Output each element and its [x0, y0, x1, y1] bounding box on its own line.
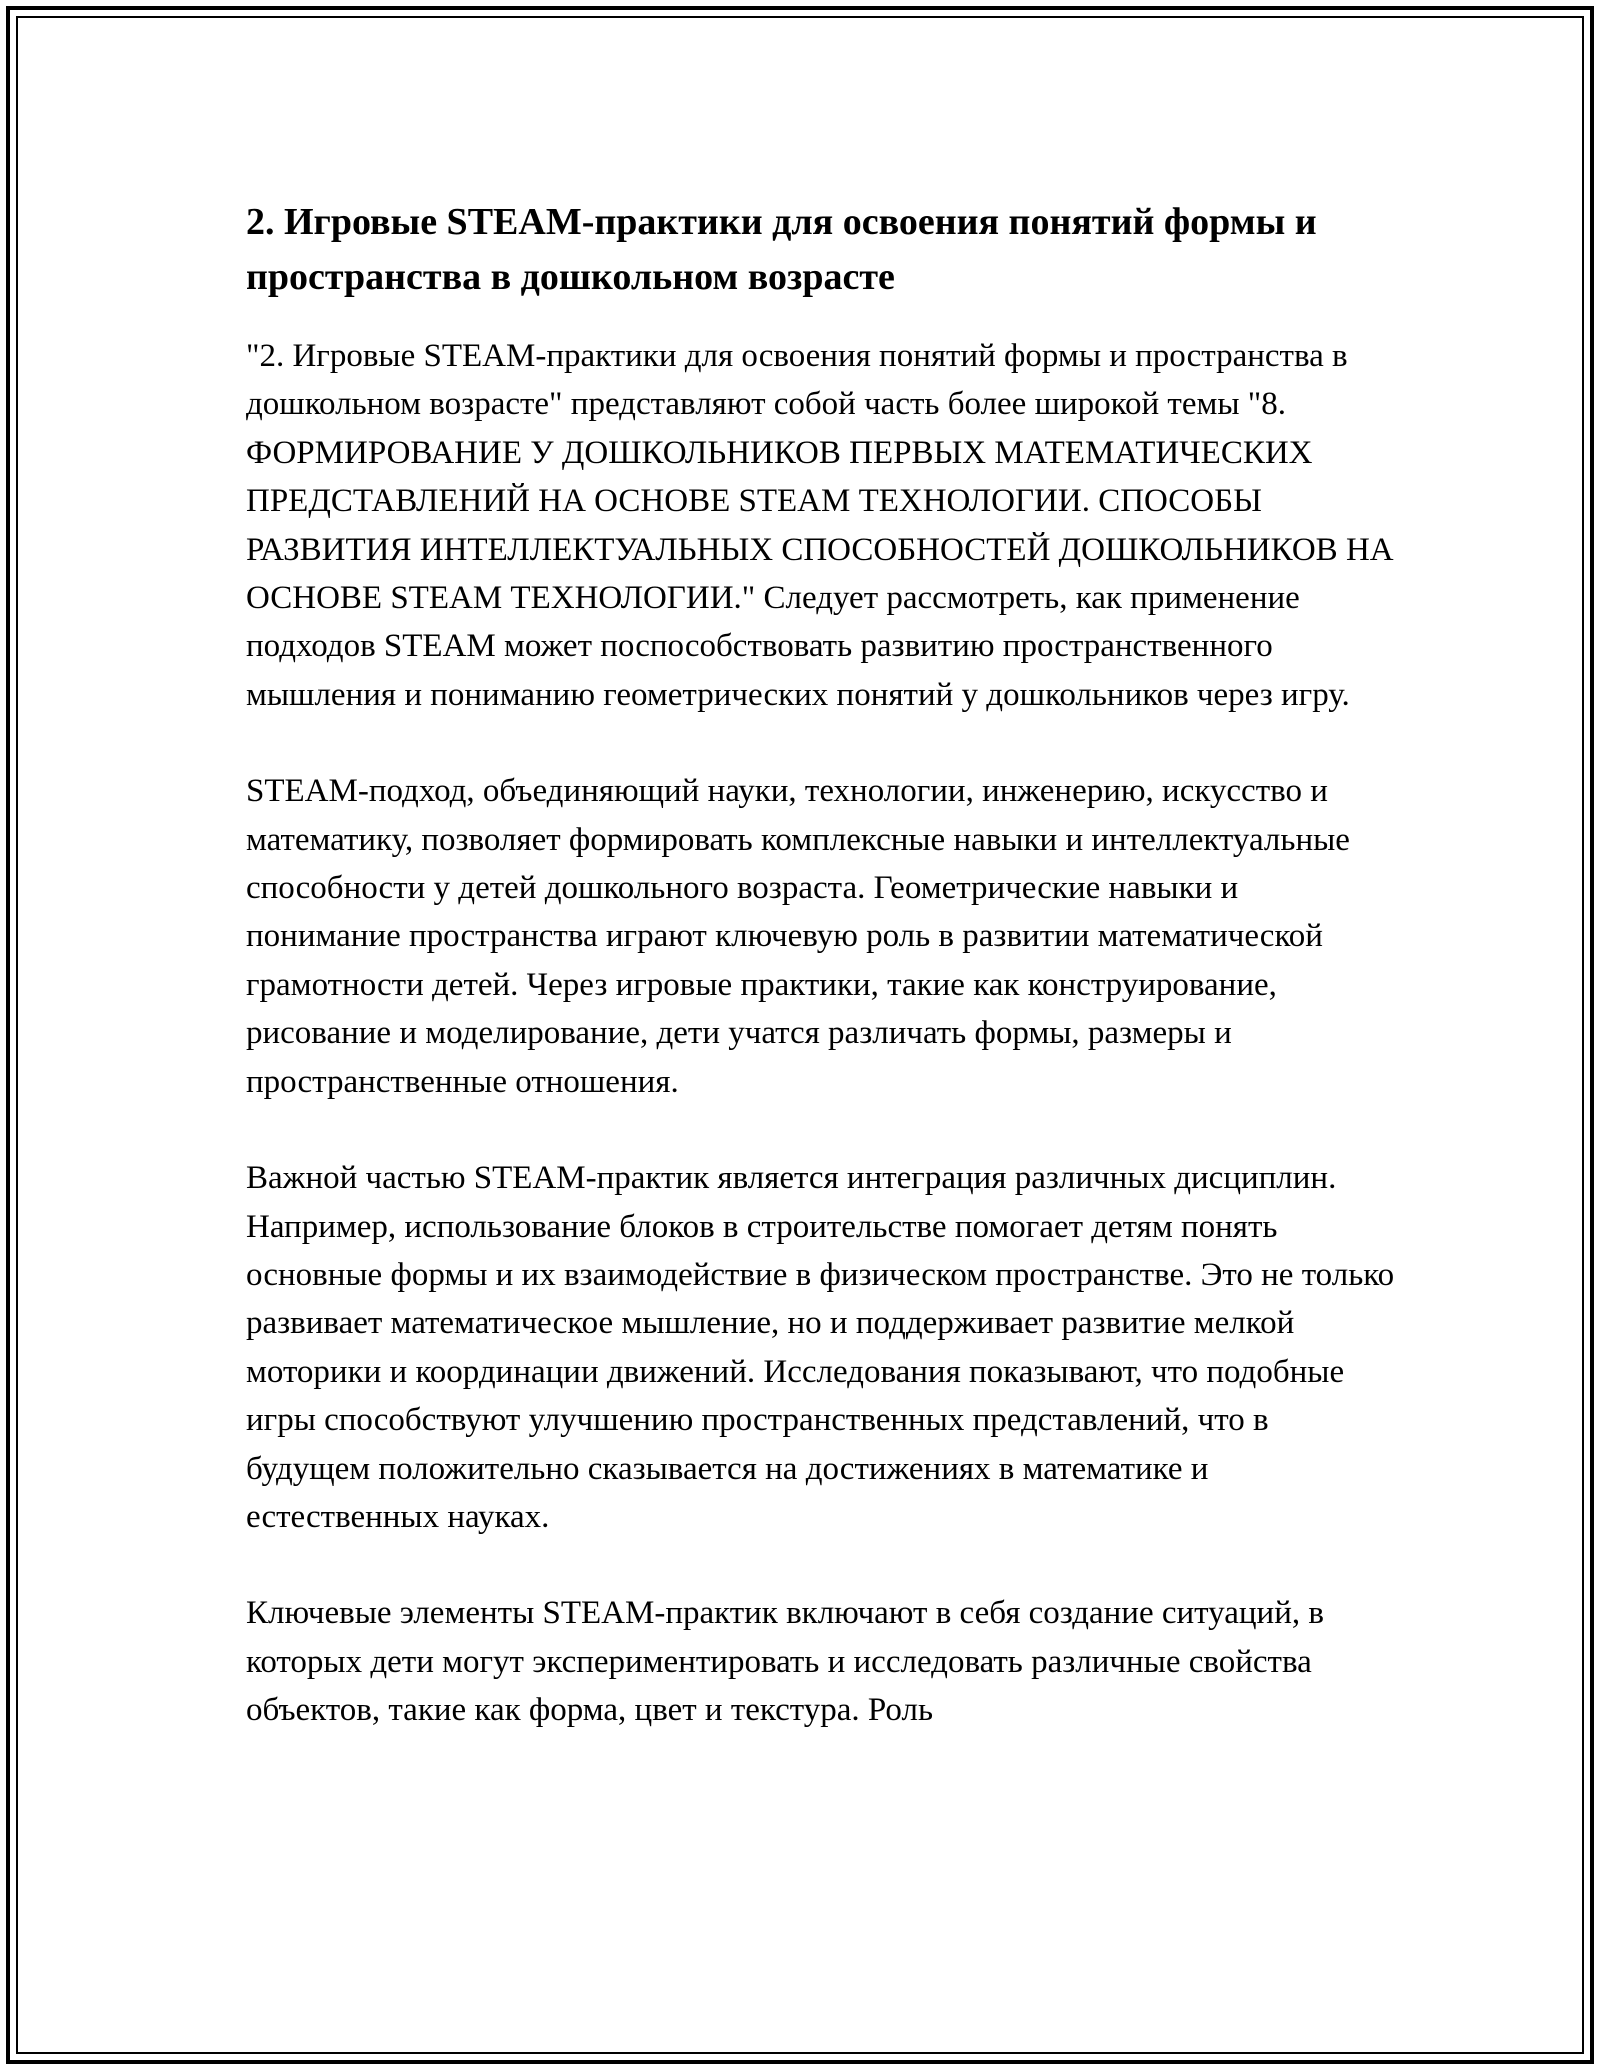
- paragraph-intro: "2. Игровые STEAM-практики для освоения понятий формы и пространства в дошкольном возрасте" представляют собой часть более широкой темы "8. ФОРМИРОВАНИЕ У ДОШКОЛЬНИКОВ ПЕРВЫХ МАТЕМАТИЧЕСКИХ ПРЕДСТАВЛЕНИЙ НА ОСНОВЕ STEAM ТЕХНОЛОГИИ. СПОСОБЫ РАЗВИТИЯ ИНТЕЛЛЕКТУАЛЬНЫХ СПОСОБНОСТЕЙ ДОШКОЛЬНИКОВ НА ОСНОВЕ STEAM ТЕХНОЛОГИИ." Следует рассмотреть, как применение подходов STEAM может поспособствовать развитию пространственного мышления и пониманию геометрических понятий у дошкольников через игру.: [246, 338, 1394, 713]
- paragraph-steam-approach: STEAM-подход, объединяющий науки, технологии, инженерию, искусство и математику, позволяет формировать комплексные навыки и интеллектуальные способности у детей дошкольного возраста. Геометрические навыки и понимание пространства играют ключевую роль в развитии математической грамотности детей. Через игровые практики, такие как конструирование, рисование и моделирование, дети учатся различать формы, размеры и пространственные отношения.: [246, 773, 1350, 1100]
- paragraph-integration: Важной частью STEAM-практик является интеграция различных дисциплин. Например, использование блоков в строительстве помогает детям понять основные формы и их взаимодействие в физическом пространстве. Это не только развивает математическое мышление, но и поддерживает развитие мелкой моторики и координации движений. Исследования показывают, что подобные игры способствуют улучшению пространственных представлений, что в будущем положительно сказывается на достижениях в математике и естественных науках.: [246, 1160, 1395, 1535]
- paragraph-key-elements: Ключевые элементы STEAM-практик включают в себя создание ситуаций, в которых дети могут экспериментировать и исследовать различные свойства объектов, такие как форма, цвет и текстура. Роль: [246, 1595, 1324, 1729]
- document-content: [246, 195, 1396, 1735]
- page-frame: [6, 6, 1594, 2064]
- section-title: 2. Игровые STEAM-практики для освоения понятий формы и пространства в дошкольном возрасте: [246, 201, 1317, 298]
